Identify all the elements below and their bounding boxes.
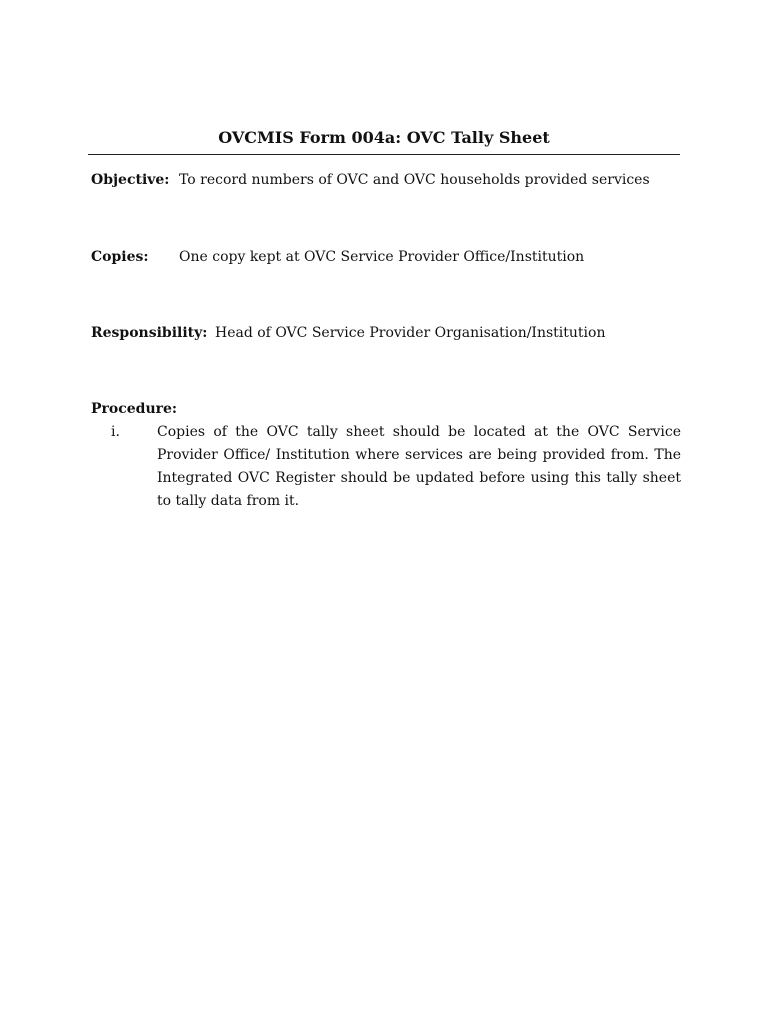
objective-value: To record numbers of OVC and OVC households provided services [179, 172, 650, 188]
responsibility-label: Responsibility: [91, 325, 208, 341]
objective-label: Objective: [91, 172, 170, 188]
procedure-item [91, 421, 681, 513]
procedure-list [91, 421, 681, 513]
copies-value: One copy kept at OVC Service Provider Office/Institution [179, 249, 585, 265]
title-underline-divider [88, 154, 680, 155]
copies-field [91, 247, 585, 267]
procedure-item-marker: i. [111, 424, 120, 440]
procedure-item-text: Copies of the OVC tally sheet should be located at the OVC Service Provider Office/ Institution where services are being provided from. The Integrated OVC Register should be updated before using this tally sheet to tally data from it. [157, 424, 681, 509]
document-title: OVCMIS Form 004a: OVC Tally Sheet [218, 128, 550, 147]
objective-field [91, 170, 650, 190]
responsibility-value: Head of OVC Service Provider Organisation/Institution [215, 325, 606, 341]
responsibility-field [91, 323, 606, 343]
procedure-heading: Procedure: [91, 401, 178, 417]
copies-label: Copies: [91, 249, 149, 265]
